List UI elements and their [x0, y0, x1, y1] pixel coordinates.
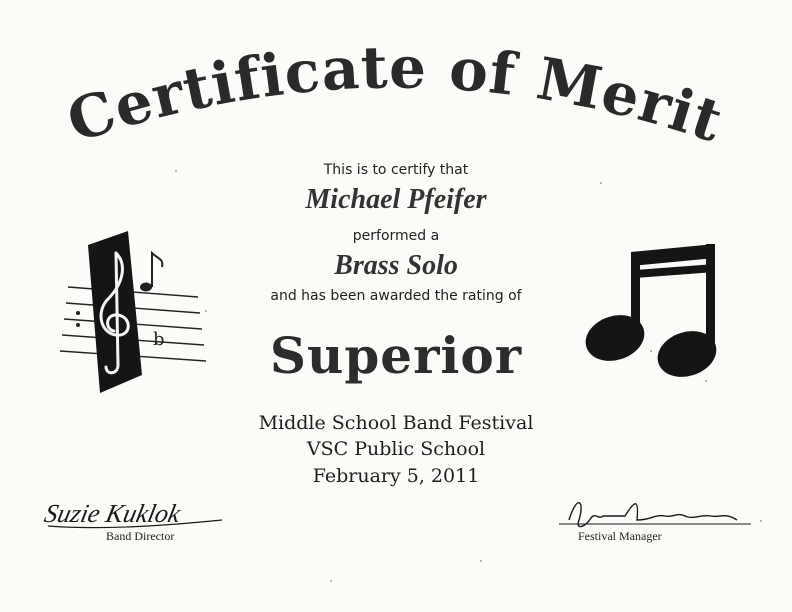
- paper-speck: [480, 560, 482, 562]
- paper-speck: [330, 580, 332, 582]
- festival-manager-label: Festival Manager: [578, 529, 662, 543]
- title-text: Certificate of Merit: [59, 33, 732, 156]
- awarded-label: and has been awarded the rating of: [270, 288, 522, 304]
- paper-speck: [205, 310, 207, 312]
- intro-text: This is to certify that: [323, 162, 469, 178]
- event-name: Middle School Band Festival: [258, 412, 534, 434]
- performed-label: performed a: [352, 228, 440, 244]
- paper-speck: [650, 350, 652, 352]
- treble-clef-staff-icon: [58, 225, 208, 395]
- band-director-label: Band Director: [106, 529, 175, 543]
- paper-speck: [175, 170, 177, 172]
- school-name: VSC Public School: [306, 438, 486, 460]
- beamed-eighth-notes-icon: [575, 240, 735, 380]
- svg-text:b: b: [153, 329, 165, 350]
- paper-speck: [600, 182, 602, 184]
- recipient-name: Michael Pfeifer: [305, 184, 487, 215]
- paper-speck: [760, 520, 762, 522]
- performance-type: Brass Solo: [334, 250, 458, 281]
- event-date: February 5, 2011: [312, 465, 480, 487]
- svg-text:Suzie Kuklok: Suzie Kuklok: [42, 499, 184, 528]
- paper-speck: [705, 380, 707, 382]
- rating-text: Superior: [269, 326, 523, 385]
